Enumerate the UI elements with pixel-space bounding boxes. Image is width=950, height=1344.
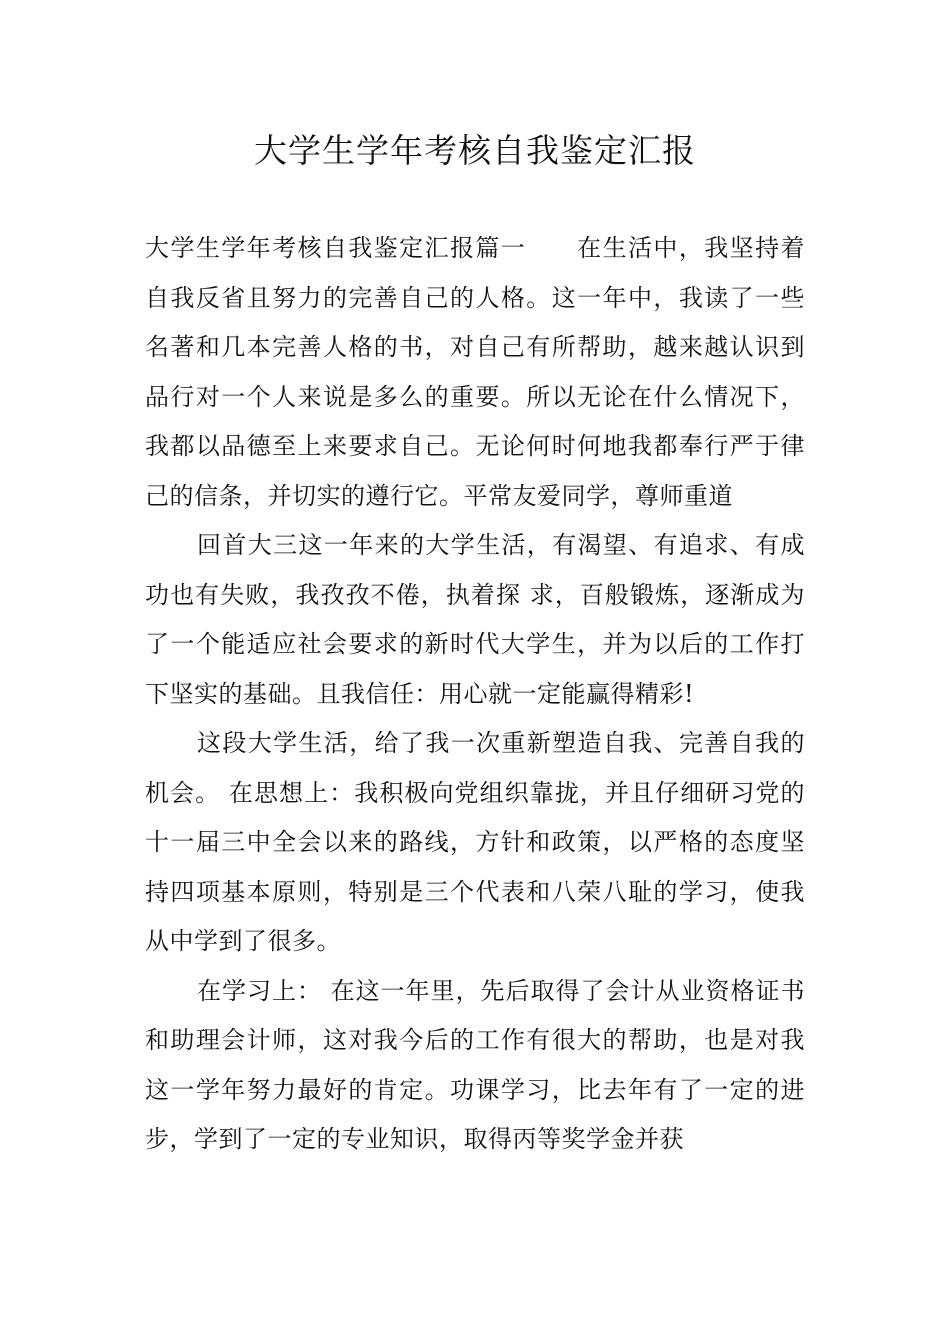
document-title: 大学生学年考核自我鉴定汇报	[254, 131, 696, 170]
paragraph-1-text: 在生活中，我坚持着自我反省且努力的完善自己的人格。这一年中，我读了一些名著和几本完善人格的书，对自己有所帮助，越来越认识到品行对一个人来说是多么的重要。所以无论在什么情况下，我都以品德至上来要求自己。无论何时何地我都奉行严于律己的信条，并切实的遵行它。平常友爱同学，尊师重道	[145, 234, 805, 510]
section-heading: 大学生学年考核自我鉴定汇报篇一	[145, 234, 527, 262]
paragraph-1	[145, 224, 805, 521]
document-body	[145, 224, 805, 1165]
paragraph-4: 在学习上： 在这一年里，先后取得了会计从业资格证书和助理会计师，这对我今后的工作有很大的帮助，也是对我这一学年努力最好的肯定。功课学习，比去年有了一定的进步，学到了一定的专业知识，取得丙等奖学金并获	[145, 976, 805, 1153]
paragraph-3: 这段大学生活，给了我一次重新塑造自我、完善自我的机会。 在思想上：我积极向党组织靠拢，并且仔细研习党的十一届三中全会以来的路线，方针和政策，以严格的态度坚持四项基本原则，特别是三个代表和八荣八耻的学习，使我从中学到了很多。	[145, 729, 805, 955]
paragraph-2: 回首大三这一年来的大学生活，有渴望、有追求、有成功也有失败，我孜孜不倦，执着探 求，百般锻炼，逐渐成为了一个能适应社会要求的新时代大学生，并为以后的工作打下坚实的基础。且我信任：用心就一定能赢得精彩!	[145, 531, 805, 708]
